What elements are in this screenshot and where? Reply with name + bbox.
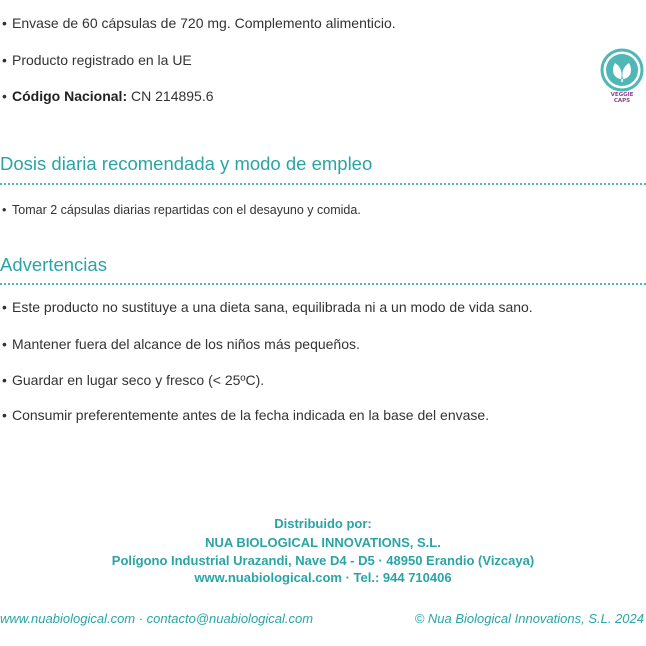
bullet-glyph: • bbox=[2, 203, 7, 217]
bullet-glyph: • bbox=[2, 15, 7, 31]
national-code-value: CN 214895.6 bbox=[131, 88, 214, 104]
badge-label-line2: CAPS bbox=[613, 98, 631, 104]
dosage-heading: Dosis diaria recomendada y modo de empleo bbox=[0, 153, 373, 174]
badge-label-line1: VEGGIE bbox=[610, 92, 634, 98]
bullet-glyph: • bbox=[2, 372, 7, 388]
warning-item bbox=[2, 299, 533, 315]
warning-item bbox=[2, 336, 360, 352]
distributor-label: Distribuido por: bbox=[274, 516, 372, 531]
national-code-item bbox=[2, 88, 214, 104]
footer-copyright: © Nua Biological Innovations, S.L. 2024 bbox=[414, 611, 644, 626]
product-info-item bbox=[2, 15, 396, 31]
leaf-icon bbox=[600, 48, 644, 92]
dosage-divider bbox=[0, 183, 646, 185]
warnings-heading: Advertencias bbox=[0, 254, 107, 275]
footer-contact-links[interactable]: www.nuabiological.com · contacto@nuabiological.com bbox=[0, 611, 314, 626]
warning-text: Este producto no sustituye a una dieta sana, equilibrada ni a un modo de vida sano. bbox=[12, 299, 533, 315]
warning-text: Guardar en lugar seco y fresco (< 25ºC). bbox=[12, 372, 265, 388]
bullet-glyph: • bbox=[2, 336, 7, 352]
distributor-contact: www.nuabiological.com · Tel.: 944 710406 bbox=[194, 570, 452, 585]
warning-item bbox=[2, 407, 489, 423]
bullet-glyph: • bbox=[2, 407, 7, 423]
warning-item bbox=[2, 372, 264, 388]
bullet-glyph: • bbox=[2, 88, 7, 104]
veggie-caps-badge bbox=[600, 48, 644, 106]
warning-text: Consumir preferentemente antes de la fecha indicada en la base del envase. bbox=[12, 407, 490, 423]
national-code-label: Código Nacional: bbox=[12, 88, 128, 104]
bullet-glyph: • bbox=[2, 52, 7, 68]
product-info-item bbox=[2, 52, 192, 68]
warnings-divider bbox=[0, 283, 646, 285]
product-info-text: Envase de 60 cápsulas de 720 mg. Complemento alimenticio. bbox=[12, 15, 396, 31]
dosage-text: Tomar 2 cápsulas diarias repartidas con el desayuno y comida. bbox=[12, 203, 361, 217]
bullet-glyph: • bbox=[2, 299, 7, 315]
product-info-text: Producto registrado en la UE bbox=[12, 52, 192, 68]
distributor-address: Polígono Industrial Urazandi, Nave D4 - D5 · 48950 Erandio (Vizcaya) bbox=[111, 553, 535, 568]
warning-text: Mantener fuera del alcance de los niños más pequeños. bbox=[12, 336, 360, 352]
dosage-item bbox=[2, 203, 361, 217]
distributor-company: NUA BIOLOGICAL INNOVATIONS, S.L. bbox=[205, 535, 441, 550]
